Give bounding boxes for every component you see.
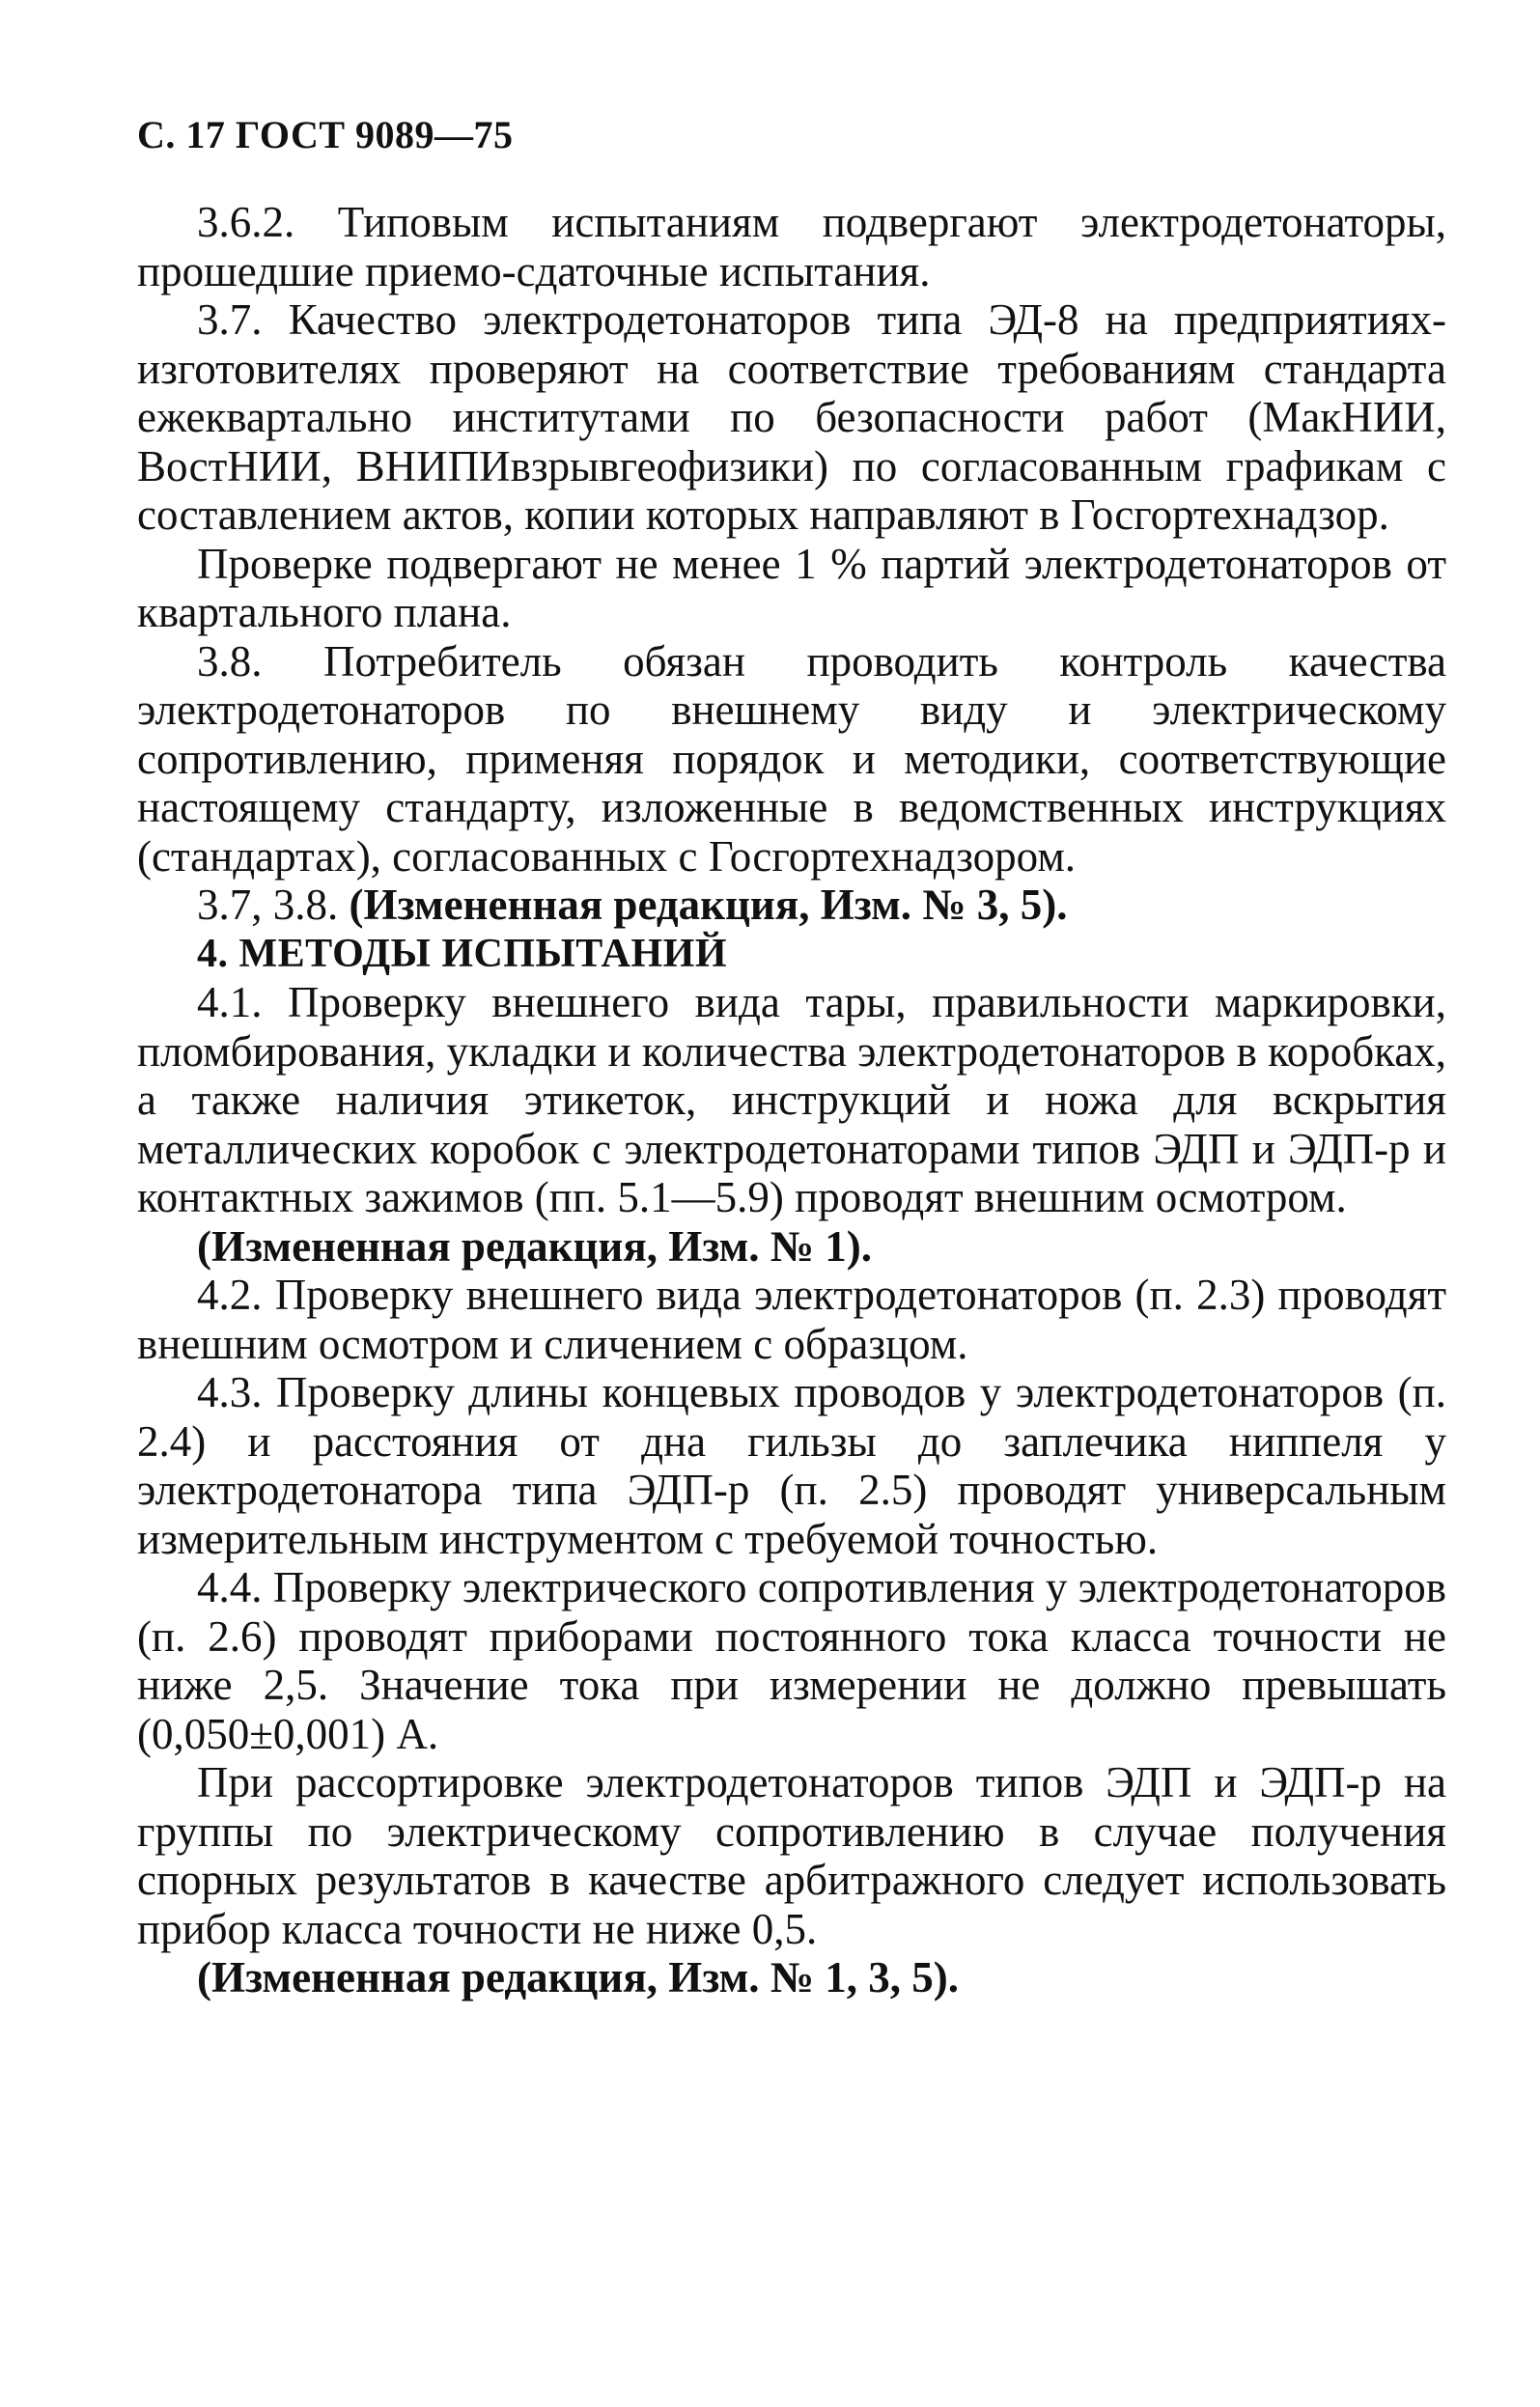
amendment-text: (Измененная редакция, Изм. № 3, 5). — [349, 881, 1068, 929]
amendment-note-4-4: (Измененная редакция, Изм. № 1, 3, 5). — [197, 1953, 960, 2001]
paragraph-4-2: 4.2. Проверку внешнего вида электродетонаторов (п. 2.3) проводят внешним осмотром и сличением с образцом. — [137, 1271, 1446, 1368]
paragraph-4-4: 4.4. Проверку электрического сопротивления у электродетонаторов (п. 2.6) проводят приборами постоянного тока класса точности не ниже 2,5. Значение тока при измерении не должно превышать (0,050±0,001) А. — [137, 1563, 1446, 1758]
paragraph-3-7-check: Проверке подвергают не менее 1 % партий электродетонаторов от квартального плана. — [137, 539, 1446, 636]
paragraph-3-8: 3.8. Потребитель обязан проводить контроль качества электродетонаторов по внешнему виду и электрическому сопротивлению, применяя порядок и методики, соответствующие настоящему стандарту, изложенные в ведомственных инструкциях (стандартах), согласованных с Госгортехнадзором. — [137, 636, 1446, 881]
paragraph-3-7: 3.7. Качество электродетонаторов типа ЭД-8 на предприятиях-изготовителях проверяют на соответствие требованиям стандарта ежеквартально институтами по безопасности работ (МакНИИ, ВостНИИ, ВНИПИвзрывгеофизики) по согласованным графикам с составлением актов, копии которых направляют в Госгортехнадзор. — [137, 295, 1446, 539]
paragraph-4-4-sorting: При рассортировке электродетонаторов типов ЭДП и ЭДП-р на группы по электрическому сопротивлению в случае получения спорных результатов в качестве арбитражного следует использовать прибор класса точности не ниже 0,5. — [137, 1758, 1446, 1953]
amendment-note-3-7-3-8 — [137, 881, 1446, 930]
amendment-note-4-1: (Измененная редакция, Изм. № 1). — [197, 1221, 873, 1271]
amendment-prefix: 3.7, 3.8. — [197, 881, 350, 929]
paragraph-4-1: 4.1. Проверку внешнего вида тары, правильности маркировки, пломбирования, укладки и количества электродетонаторов в коробках, а также наличия этикеток, инструкций и ножа для вскрытия металлических коробок с электродетонаторами типов ЭДП и ЭДП-р и контактных зажимов (пп. 5.1—5.9) проводят внешним осмотром. — [137, 978, 1446, 1221]
section-title: 4. МЕТОДЫ ИСПЫТАНИЙ — [197, 931, 727, 976]
page-header: С. 17 ГОСТ 9089—75 — [137, 113, 514, 156]
document-body — [137, 198, 1446, 2002]
paragraph-3-6-2: 3.6.2. Типовым испытаниям подвергают электродетонаторы, прошедшие приемо-сдаточные испытания. — [137, 198, 1446, 295]
paragraph-4-3: 4.3. Проверку длины концевых проводов у электродетонаторов (п. 2.4) и расстояния от дна гильзы до заплечика ниппеля у электродетонатора типа ЭДП-р (п. 2.5) проводят универсальным измерительным инструментом с требуемой точностью. — [137, 1368, 1446, 1563]
